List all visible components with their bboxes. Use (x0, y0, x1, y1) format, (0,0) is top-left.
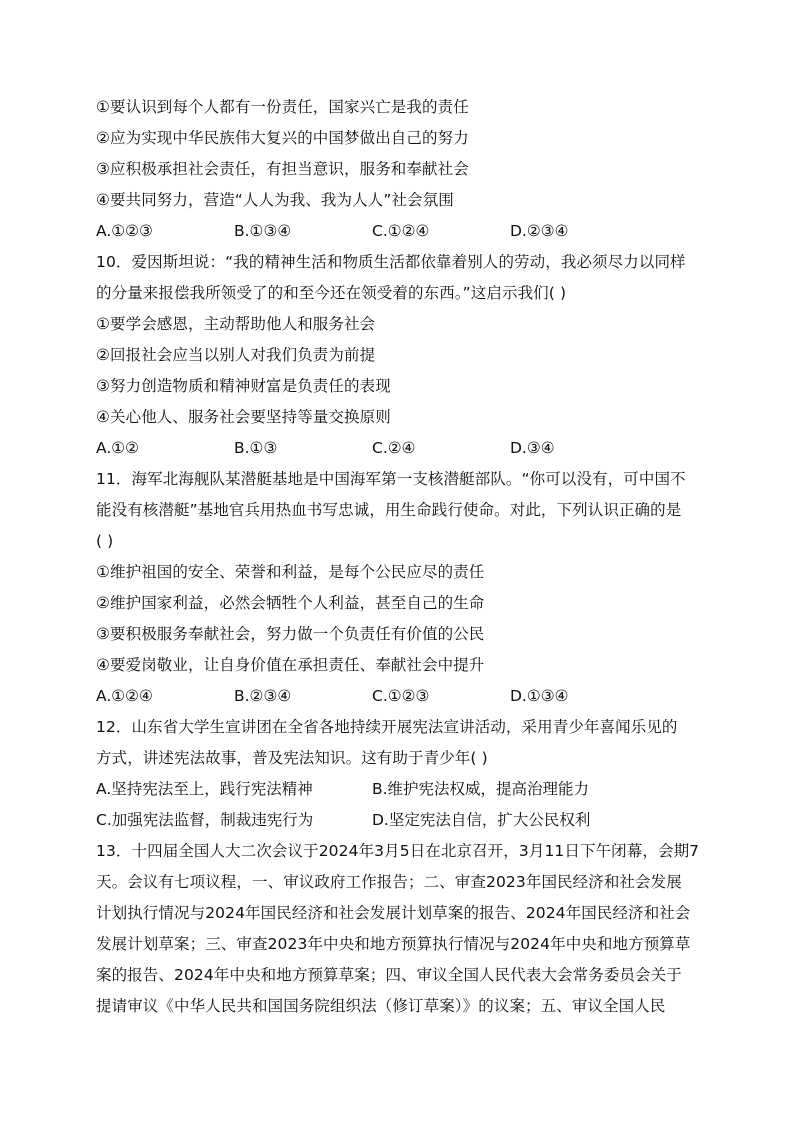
question-13 (96, 836, 700, 1022)
q11-option-d[interactable]: D.①③④ (510, 687, 569, 705)
q9-statement-2: ②应为实现中华民族伟大复兴的中国梦做出自己的努力 (96, 129, 469, 147)
q11-statement-2: ②维护国家利益，必然会牺牲个人利益，甚至自己的生命 (96, 594, 485, 612)
q11-stem-line-2: 能没有核潜艇”基地官兵用热血书写忠诚，用生命践行使命。对此，下列认识正确的是 (96, 501, 682, 519)
q13-stem-line-2: 天。会议有七项议程，一、审议政府工作报告；二、审查2023年国民经济和社会发展 (96, 873, 682, 891)
q9-statement-4: ④要共同努力，营造“人人为我、我为人人”社会氛围 (96, 191, 454, 209)
q10-stem-line-2: 的分量来报偿我所领受了的和至今还在领受着的东西。”这启示我们( ) (96, 284, 567, 302)
q10-option-a[interactable]: A.①② (96, 439, 140, 457)
question-9 (96, 92, 696, 247)
q11-stem-line-1: 11．海军北海舰队某潜艇基地是中国海军第一支核潜艇部队。“你可以没有，可中国不 (96, 470, 686, 488)
q9-option-d[interactable]: D.②③④ (510, 222, 569, 240)
q10-statement-3: ③努力创造物质和精神财富是负责任的表现 (96, 377, 391, 395)
q11-stem-line-3: ( ) (96, 532, 114, 550)
q13-stem-line-3: 计划执行情况与2024年国民经济和社会发展计划草案的报告、2024年国民经济和社会 (96, 904, 691, 922)
q10-option-b[interactable]: B.①③ (234, 439, 278, 457)
q11-statement-1: ①维护祖国的安全、荣誉和利益，是每个公民应尽的责任 (96, 563, 485, 581)
q12-stem-line-1: 12．山东省大学生宣讲团在全省各地持续开展宪法宣讲活动，采用青少年喜闻乐见的 (96, 718, 678, 736)
q9-statement-3: ③应积极承担社会责任，有担当意识，服务和奉献社会 (96, 160, 469, 178)
q10-options (96, 433, 696, 464)
q10-statement-2: ②回报社会应当以别人对我们负责为前提 (96, 346, 376, 364)
question-10 (96, 247, 696, 464)
question-11 (96, 464, 696, 712)
q13-stem-line-6: 提请审议《中华人民共和国国务院组织法（修订草案）》的议案；五、审议全国人民 (96, 997, 666, 1015)
q9-option-a[interactable]: A.①②③ (96, 222, 153, 240)
q9-options (96, 216, 696, 247)
question-12 (96, 712, 696, 836)
q11-option-c[interactable]: C.①②③ (372, 687, 430, 705)
q9-option-b[interactable]: B.①③④ (234, 222, 292, 240)
q11-option-b[interactable]: B.②③④ (234, 687, 292, 705)
q10-stem-line-1: 10．爱因斯坦说：“我的精神生活和物质生活都依靠着别人的劳动，我必须尽力以同样 (96, 253, 686, 271)
q9-statement-1: ①要认识到每个人都有一份责任，国家兴亡是我的责任 (96, 98, 469, 116)
q10-statement-1: ①要学会感恩，主动帮助他人和服务社会 (96, 315, 376, 333)
q12-options-row-2 (96, 805, 696, 836)
q11-options (96, 681, 696, 712)
q13-stem-line-5: 案的报告、2024年中央和地方预算草案；四、审议全国人民代表大会常务委员会关于 (96, 966, 682, 984)
q11-option-a[interactable]: A.①②④ (96, 687, 153, 705)
q13-stem-line-4: 发展计划草案；三、审查2023年中央和地方预算执行情况与2024年中央和地方预算草 (96, 935, 691, 953)
q12-option-d[interactable]: D.坚定宪法自信，扩大公民权利 (372, 811, 591, 829)
q12-stem-line-2: 方式，讲述宪法故事，普及宪法知识。这有助于青少年( ) (96, 749, 488, 767)
q12-option-a[interactable]: A.坚持宪法至上，践行宪法精神 (96, 780, 313, 798)
q10-option-d[interactable]: D.③④ (510, 439, 555, 457)
page-content (96, 92, 700, 1022)
q10-statement-4: ④关心他人、服务社会要坚持等量交换原则 (96, 408, 391, 426)
q12-options-row-1 (96, 774, 696, 805)
q13-stem-line-1: 13．十四届全国人大二次会议于2024年3月5日在北京召开，3月11日下午闭幕，会期7 (96, 842, 700, 860)
q11-statement-4: ④要爱岗敬业，让自身价值在承担责任、奉献社会中提升 (96, 656, 485, 674)
q12-option-c[interactable]: C.加强宪法监督，制裁违宪行为 (96, 811, 314, 829)
q10-option-c[interactable]: C.②④ (372, 439, 416, 457)
q11-statement-3: ③要积极服务奉献社会，努力做一个负责任有价值的公民 (96, 625, 485, 643)
q12-option-b[interactable]: B.维护宪法权威，提高治理能力 (372, 780, 590, 798)
q9-option-c[interactable]: C.①②④ (372, 222, 430, 240)
